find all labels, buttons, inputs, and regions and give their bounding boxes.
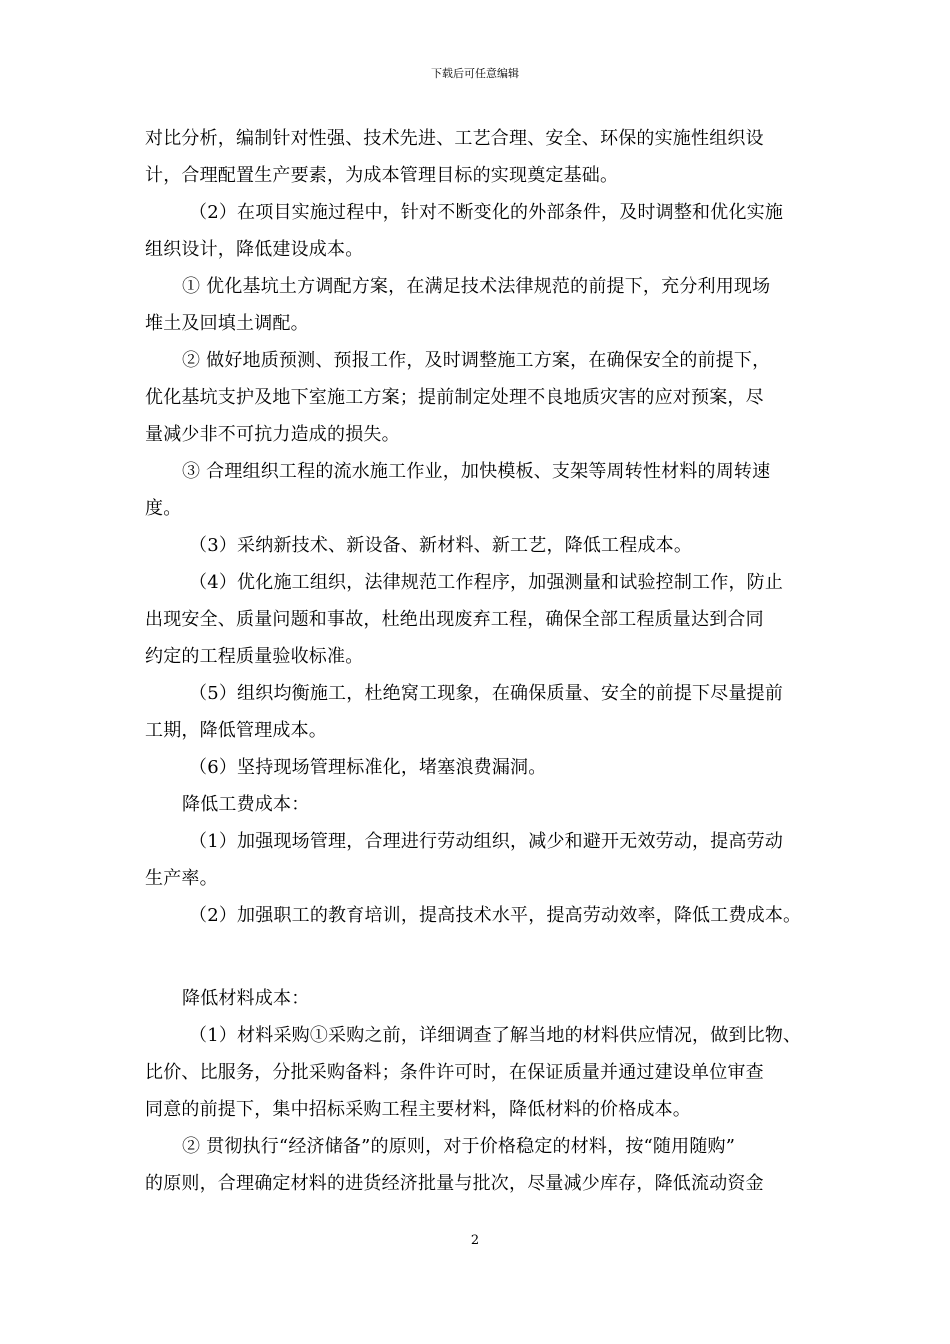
text-line: 生产率。 [145, 868, 218, 889]
text-line: 工期，降低管理成本。 [145, 720, 327, 741]
text-line: 出现安全、质量问题和事故，杜绝出现废弃工程，确保全部工程质量达到合同 [145, 609, 764, 630]
text-line: ② 做好地质预测、预报工作，及时调整施工方案，在确保安全的前提下， [182, 350, 771, 371]
text-line: 的原则，合理确定材料的进货经济批量与批次，尽量减少库存，降低流动资金 [145, 1173, 764, 1194]
text-line: 计，合理配置生产要素，为成本管理目标的实现奠定基础。 [145, 165, 619, 186]
text-line: （3）采纳新技术、新设备、新材料、新工艺，降低工程成本。 [189, 535, 693, 556]
text-line: 量减少非不可抗力造成的损失。 [145, 424, 400, 445]
text-line: （2）在项目实施过程中，针对不断变化的外部条件，及时调整和优化实施 [189, 202, 784, 223]
text-line: ③ 合理组织工程的流水施工作业，加快模板、支架等周转性材料的周转速 [182, 461, 771, 482]
text-line: ① 优化基坑土方调配方案，在满足技术法律规范的前提下，充分利用现场 [182, 276, 771, 297]
text-line: ② 贯彻执行“经济储备”的原则，对于价格稳定的材料，按“随用随购” [182, 1136, 736, 1157]
text-line: （6）坚持现场管理标准化，堵塞浪费漏洞。 [189, 757, 547, 778]
text-line: （1）加强现场管理，合理进行劳动组织，减少和避开无效劳动，提高劳动 [189, 831, 784, 852]
text-line: （1）材料采购①采购之前，详细调查了解当地的材料供应情况，做到比物、 [189, 1025, 802, 1046]
text-line: 度。 [145, 498, 182, 519]
page-number: 2 [470, 1233, 480, 1248]
text-line: 组织设计，降低建设成本。 [145, 239, 364, 260]
text-line: 堆土及回填土调配。 [145, 313, 309, 334]
body-text-block-1 [145, 120, 825, 934]
text-line: 同意的前提下，集中招标采购工程主要材料，降低材料的价格成本。 [145, 1099, 691, 1120]
text-line: （4）优化施工组织，法律规范工作程序，加强测量和试验控制工作，防止 [189, 572, 784, 593]
text-line: 约定的工程质量验收标准。 [145, 646, 364, 667]
text-line: （5）组织均衡施工，杜绝窝工现象，在确保质量、安全的前提下尽量提前 [189, 683, 784, 704]
section-heading: 降低工费成本： [182, 794, 310, 815]
section-heading: 降低材料成本： [182, 988, 310, 1009]
text-line: 对比分析，编制针对性强、技术先进、工艺合理、安全、环保的实施性组织设 [145, 128, 764, 149]
text-line: 优化基坑支护及地下室施工方案；提前制定处理不良地质灾害的应对预案，尽 [145, 387, 764, 408]
text-line: （2）加强职工的教育培训，提高技术水平，提高劳动效率，降低工费成本。 [189, 905, 802, 926]
text-line: 比价、比服务，分批采购备料；条件许可时，在保证质量并通过建设单位审查 [145, 1062, 764, 1083]
page-header: 下载后可任意编辑 [431, 67, 519, 80]
body-text-block-2 [145, 980, 825, 1202]
